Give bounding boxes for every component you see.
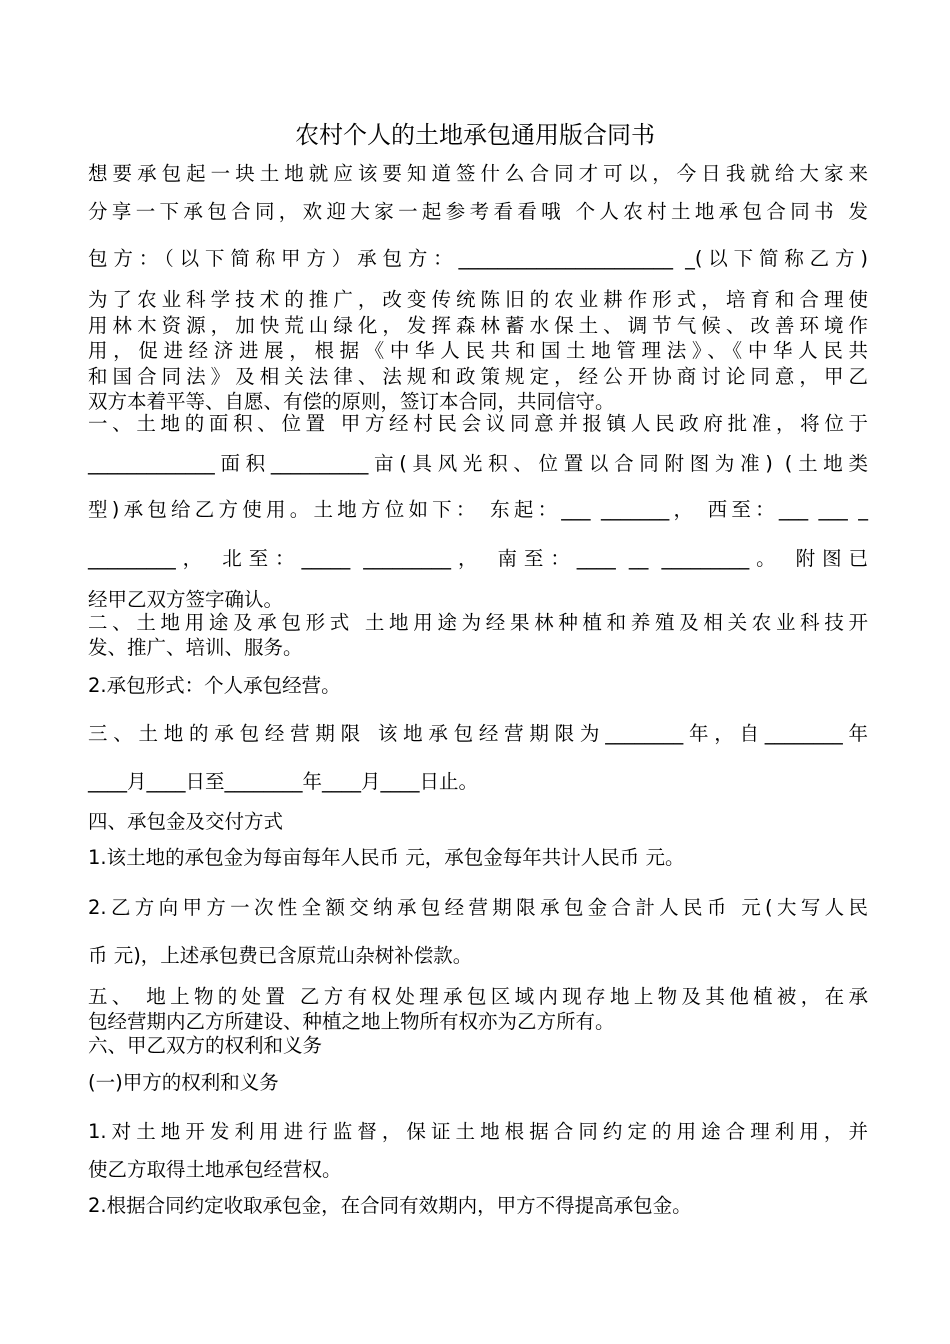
paragraph-line: 使乙方取得土地承包经营权。 [88, 1158, 342, 1181]
paragraph-line: 经甲乙双方签字确认。 [88, 588, 284, 611]
paragraph-line: 用林木资源，加快荒山绿化，发挥森林蓄水保土、调节气候、改善环境作 [88, 314, 868, 337]
paragraph-line: 二、土地用途及承包形式 土地用途为经果林种植和养殖及相关农业科技开 [88, 611, 868, 634]
document-title: 农村个人的土地承包通用版合同书 [295, 121, 655, 149]
paragraph-line: 为了农业科学技术的推广，改变传统陈旧的农业耕作形式，培育和合理使 [88, 288, 868, 311]
paragraph-line: 五、 地上物的处置 乙方有权处理承包区域内现存地上物及其他植被，在承 [88, 985, 868, 1008]
paragraph-line: 型)承包给乙方使用。土地方位如下： 东起：___ _______， 西至：___ ___ _ [88, 498, 868, 521]
section-heading: 六、甲乙双方的权利和义务 [88, 1034, 323, 1057]
paragraph-line: 三、土地的承包经营期限 该地承包经营期限为________年，自________年 [88, 722, 868, 745]
paragraph-line: 一、土地的面积、位置 甲方经村民会议同意并报镇人民政府批准，将位于 [88, 412, 868, 435]
paragraph-line: _________， 北至：_____ _________， 南至：____ __ _________。 附图已 [88, 547, 868, 570]
section-heading: 四、承包金及交付方式 [88, 810, 284, 833]
paragraph-line: _____________面积__________亩(具风光积、位置以合同附图为准) (土地类 [88, 452, 868, 475]
paragraph-line: 1.该土地的承包金为每亩每年人民币 元，承包金每年共计人民币 元。 [88, 846, 685, 869]
paragraph-line: 和国合同法》及相关法律、法规和政策规定，经公开协商讨论同意，甲乙 [88, 365, 868, 388]
paragraph-line: 1.对土地开发利用进行监督，保证土地根据合同约定的用途合理利用，并 [88, 1120, 868, 1143]
paragraph-line: 双方本着平等、自愿、有偿的原则，签订本合同，共同信守。 [88, 390, 615, 413]
paragraph-line: 发、推广、培训、服务。 [88, 636, 303, 659]
paragraph-line: 2.根据合同约定收取承包金，在合同有效期内，甲方不得提高承包金。 [88, 1194, 692, 1217]
paragraph-line: ____月____日至________年____月____日止。 [88, 770, 479, 793]
section-heading: (一)甲方的权利和义务 [88, 1071, 279, 1094]
paragraph-line: 想要承包起一块土地就应该要知道签什么合同才可以，今日我就给大家来 [88, 162, 868, 185]
paragraph-line: 包经营期内乙方所建设、种植之地上物所有权亦为乙方所有。 [88, 1010, 615, 1033]
paragraph-line: 分享一下承包合同，欢迎大家一起参考看看哦 个人农村土地承包合同书 发 [88, 200, 868, 223]
paragraph-line: 包方：（以下简称甲方）承包方：______________________ _(以下简称乙方) [88, 247, 868, 270]
paragraph-line: 币 元)，上述承包费已含原荒山杂树补偿款。 [88, 944, 473, 967]
paragraph-line: 2.乙方向甲方一次性全额交纳承包经营期限承包金合計人民币 元(大写人民 [88, 896, 868, 919]
paragraph-line: 2.承包形式：个人承包经营。 [88, 674, 341, 697]
paragraph-line: 用，促进经济进展，根据《中华人民共和国土地管理法》、《中华人民共 [88, 339, 868, 362]
